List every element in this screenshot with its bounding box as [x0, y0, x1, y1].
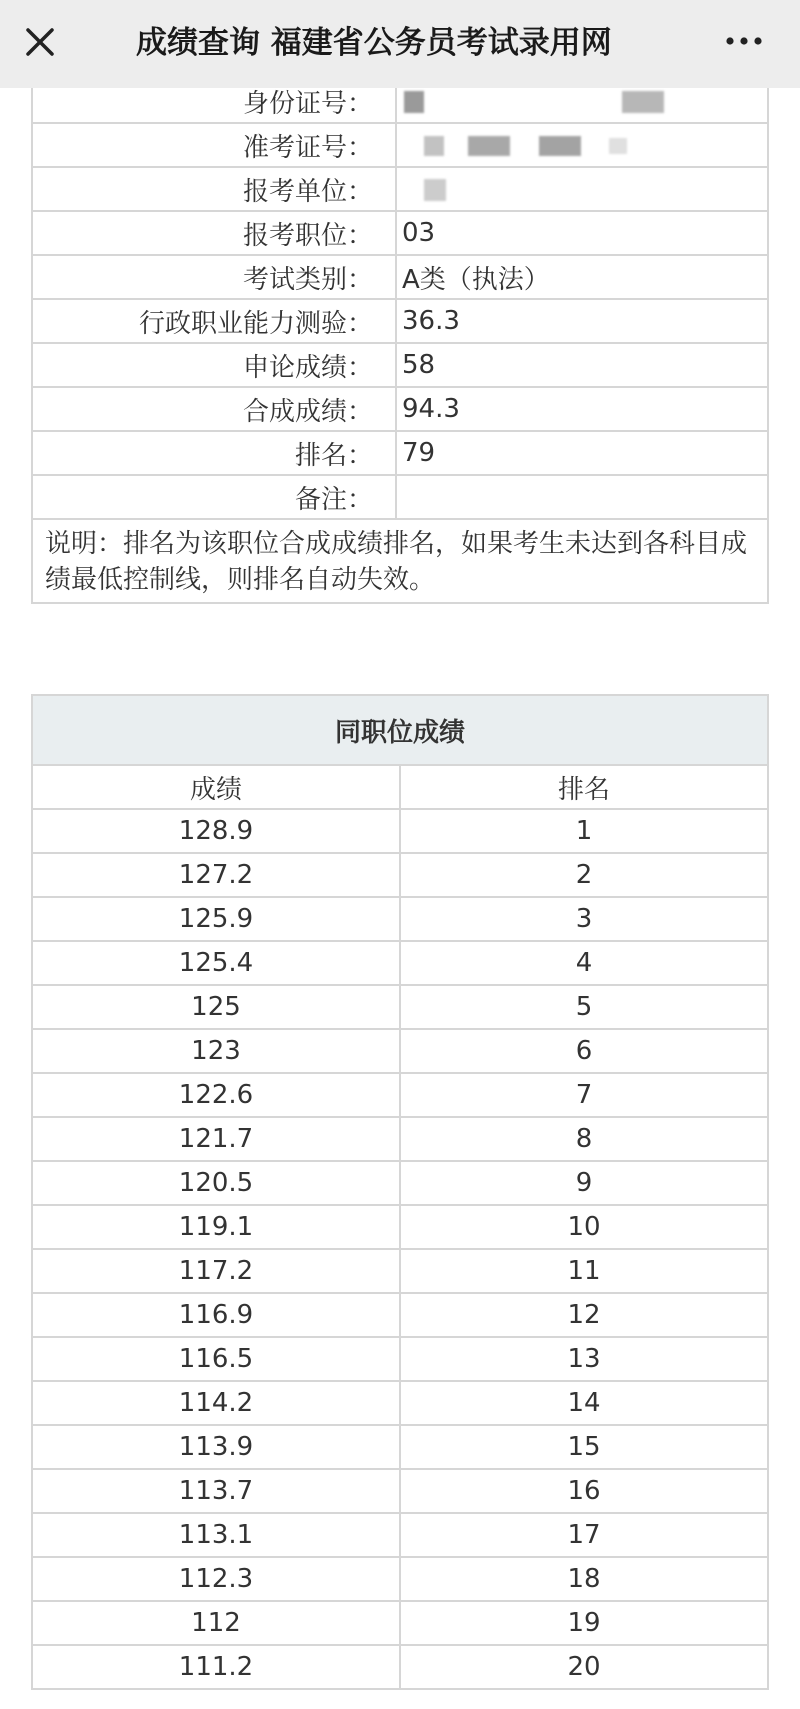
redacted-block [622, 91, 664, 113]
rank-cell: 10 [400, 1205, 768, 1249]
rank-cell: 16 [400, 1469, 768, 1513]
rank-cell: 2 [400, 853, 768, 897]
score-cell: 125.4 [32, 941, 400, 985]
rank-cell: 17 [400, 1513, 768, 1557]
score-info-table [31, 80, 769, 604]
table-row [32, 853, 768, 897]
remarks-value [396, 475, 768, 519]
ranking-note: 说明：排名为该职位合成成绩排名，如果考生未达到各科目成绩最低控制线，则排名自动失效。 [32, 519, 768, 603]
table-row [32, 941, 768, 985]
rank-cell: 18 [400, 1557, 768, 1601]
redacted-block [468, 136, 510, 156]
table-row [32, 1425, 768, 1469]
rank-cell: 9 [400, 1161, 768, 1205]
table-row [32, 897, 768, 941]
score-cell: 125 [32, 985, 400, 1029]
info-label: 报考职位： [32, 211, 396, 255]
position-value: 03 [396, 211, 768, 255]
table-row [32, 1557, 768, 1601]
score-cell: 117.2 [32, 1249, 400, 1293]
table-row [32, 1381, 768, 1425]
page-title: 成绩查询 福建省公务员考试录用网 [136, 25, 612, 61]
table-row [32, 809, 768, 853]
rank-value: 79 [396, 431, 768, 475]
score-cell: 112 [32, 1601, 400, 1645]
score-cell: 113.9 [32, 1425, 400, 1469]
total-score-value: 94.3 [396, 387, 768, 431]
info-label: 准考证号： [32, 123, 396, 167]
score-cell: 125.9 [32, 897, 400, 941]
info-row-position [32, 211, 768, 255]
rank-cell: 5 [400, 985, 768, 1029]
top-bar [0, 0, 800, 88]
table-row [32, 1601, 768, 1645]
rank-cell: 12 [400, 1293, 768, 1337]
redacted-block [539, 136, 581, 156]
rank-cell: 13 [400, 1337, 768, 1381]
info-label: 合成成绩： [32, 387, 396, 431]
rank-cell: 8 [400, 1117, 768, 1161]
score-cell: 122.6 [32, 1073, 400, 1117]
score-cell: 113.7 [32, 1469, 400, 1513]
score-cell: 120.5 [32, 1161, 400, 1205]
table-row [32, 1029, 768, 1073]
info-row-remarks [32, 475, 768, 519]
score-cell: 121.7 [32, 1117, 400, 1161]
rank-cell: 4 [400, 941, 768, 985]
score-cell: 127.2 [32, 853, 400, 897]
score-cell: 116.5 [32, 1337, 400, 1381]
rank-cell: 6 [400, 1029, 768, 1073]
table-row [32, 1293, 768, 1337]
info-label: 申论成绩： [32, 343, 396, 387]
info-label: 排名： [32, 431, 396, 475]
rank-cell: 14 [400, 1381, 768, 1425]
info-label: 考试类别： [32, 255, 396, 299]
info-row-ticket-number [32, 123, 768, 167]
table-row [32, 1513, 768, 1557]
score-cell: 116.9 [32, 1293, 400, 1337]
rank-cell: 11 [400, 1249, 768, 1293]
score-cell: 111.2 [32, 1645, 400, 1689]
table-row [32, 1117, 768, 1161]
table-row [32, 1469, 768, 1513]
column-header-score: 成绩 [32, 765, 400, 809]
table-row [32, 1161, 768, 1205]
peer-score-table [31, 694, 769, 1690]
unit-value [396, 167, 768, 211]
info-row-rank [32, 431, 768, 475]
peer-table-body [32, 765, 768, 1689]
info-label: 备注： [32, 475, 396, 519]
table-row [32, 1337, 768, 1381]
rank-cell: 7 [400, 1073, 768, 1117]
essay-score-value: 58 [396, 343, 768, 387]
info-label: 行政职业能力测验： [32, 299, 396, 343]
rank-cell: 1 [400, 809, 768, 853]
score-cell: 114.2 [32, 1381, 400, 1425]
redacted-block [609, 138, 627, 154]
close-button[interactable] [18, 20, 62, 64]
info-label: 身份证号： [32, 80, 396, 123]
rank-cell: 19 [400, 1601, 768, 1645]
ticket-number-value [396, 123, 768, 167]
column-header-rank: 排名 [400, 765, 768, 809]
aptitude-score-value: 36.3 [396, 299, 768, 343]
peer-table-title: 同职位成绩 [32, 695, 768, 765]
score-cell: 128.9 [32, 809, 400, 853]
redacted-block [404, 91, 424, 113]
table-row [32, 1205, 768, 1249]
score-cell: 112.3 [32, 1557, 400, 1601]
rank-cell: 20 [400, 1645, 768, 1689]
score-cell: 113.1 [32, 1513, 400, 1557]
redacted-block [424, 136, 444, 156]
info-row-note [32, 519, 768, 603]
peer-table-title-row [32, 695, 768, 765]
peer-table-header-row [32, 765, 768, 809]
info-label: 报考单位： [32, 167, 396, 211]
more-button[interactable] [720, 26, 770, 56]
info-row-unit [32, 167, 768, 211]
info-row-essay-score [32, 343, 768, 387]
info-row-aptitude-score [32, 299, 768, 343]
table-row [32, 1249, 768, 1293]
exam-type-value: A类（执法） [396, 255, 768, 299]
table-row [32, 1645, 768, 1689]
score-cell: 119.1 [32, 1205, 400, 1249]
more-icon [720, 26, 770, 56]
info-row-exam-type [32, 255, 768, 299]
info-row-total-score [32, 387, 768, 431]
table-row [32, 1073, 768, 1117]
table-row [32, 985, 768, 1029]
rank-cell: 3 [400, 897, 768, 941]
rank-cell: 15 [400, 1425, 768, 1469]
score-cell: 123 [32, 1029, 400, 1073]
close-icon [18, 20, 62, 64]
redacted-block [424, 179, 446, 201]
